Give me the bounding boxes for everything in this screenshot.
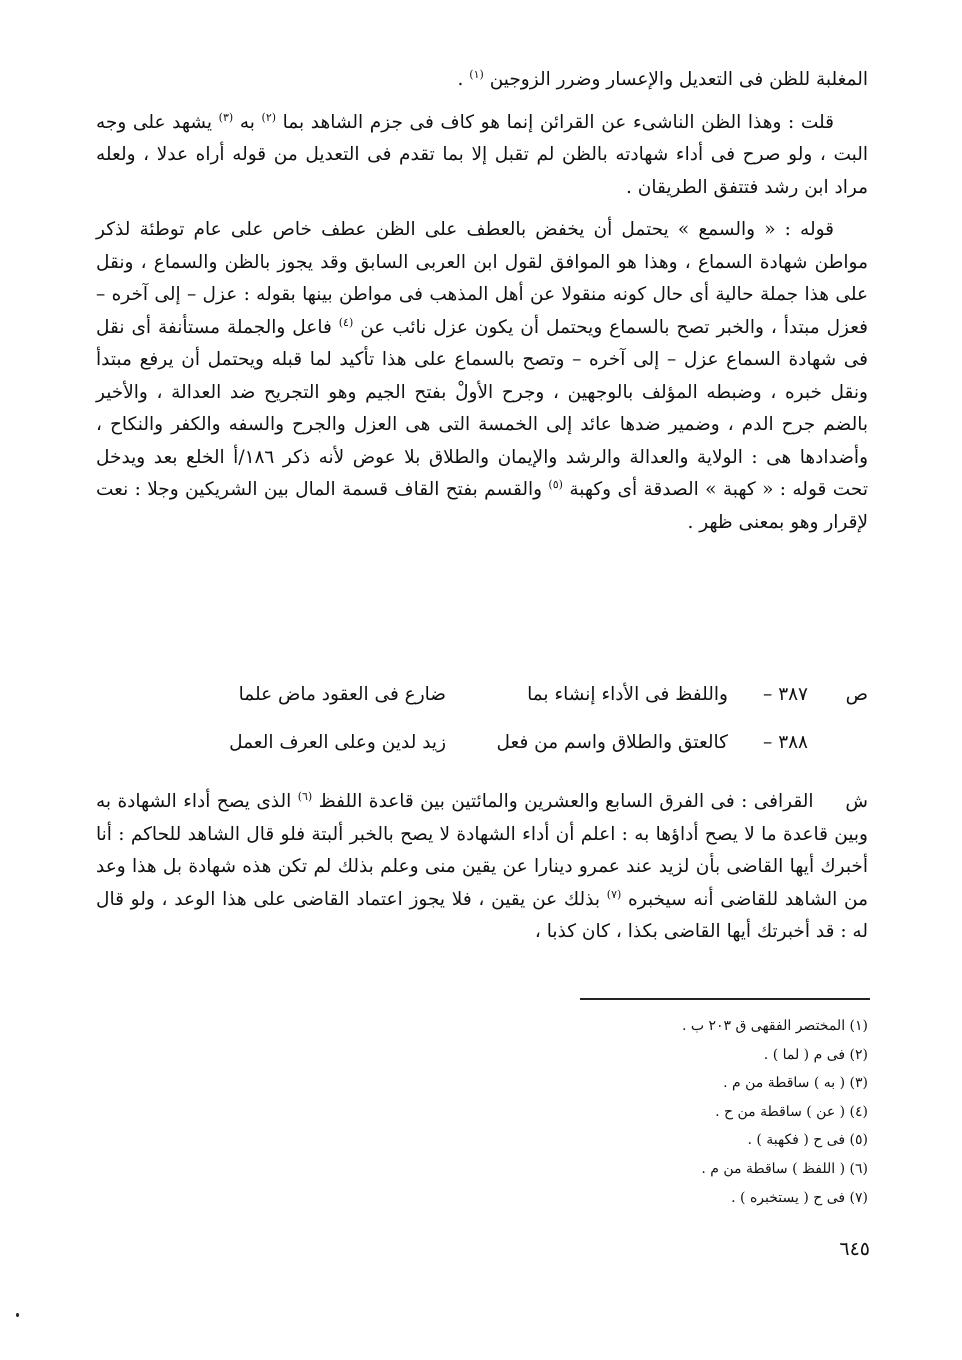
footnote-ref-1: (١)	[469, 67, 484, 81]
verse-first-hemistich: واللفظ فى الأداء إنشاء بما	[527, 684, 728, 705]
verse-second-hemistich: زيد لدين وعلى العرف العمل	[229, 732, 446, 753]
commentary-text-b: الذى يصح أداء الشهادة به وبين قاعدة ما لا يصح أداؤها به : اعلم أن أداء الشهادة لا يصح بالخبر ألبتة فلو قال الشاهد للحاكم : أنا أخبرك أيها القاضى بأن لزيد عند عمرو دينارا عن يقين منى وعلم بذلك لم تكن هذه شهادة بل هذا وعد من الشاهد للقاضى أنه سيخبره	[96, 791, 869, 910]
footnote-4: (٤) ( عن ) ساقطة من ح .	[715, 1103, 868, 1120]
page-number: ٦٤٥	[839, 1238, 870, 1260]
footnote-3: (٣) ( به ) ساقطة من م .	[723, 1075, 868, 1092]
scan-speck	[16, 1313, 19, 1317]
qultu-text-a: قلت : وهذا الظن الناشىء عن القرائن إنما هو كاف فى جزم الشاهد بما	[282, 111, 835, 133]
paragraph-opening	[96, 64, 868, 97]
footnotes	[500, 1012, 868, 1212]
verse-marker: ص	[845, 684, 868, 705]
footnote-separator	[580, 998, 870, 1000]
footnote-1: (١) المختصر الفقهى ق ٢٠٣ ب .	[681, 1018, 868, 1034]
verse-row-387	[150, 680, 868, 728]
footnote-ref-4: (٤)	[338, 315, 354, 329]
paragraph-qawluhu	[96, 214, 868, 539]
footnote-5: (٥) فى ح ( فكهبة ) .	[747, 1132, 868, 1149]
main-text-top	[96, 64, 868, 539]
verse-number: ٣٨٨ –	[763, 732, 808, 753]
footnote-6: (٦) ( اللفظ ) ساقطة من م .	[701, 1160, 868, 1177]
verse-block	[150, 680, 868, 776]
verse-first-hemistich: كالعتق والطلاق واسم من فعل	[496, 732, 728, 753]
qawluhu-text-c: والقسم بفتح القاف قسمة المال بين الشريكين وجلا : نعت لإقرار وهو بمعنى ظهر .	[96, 479, 868, 533]
qawluhu-text-b: فاعل والجملة مستأنفة أى نقل فى شهادة السماع عزل – إلى آخره – وتصح بالسماع على هذا تأكيد لما قبله ويحتمل أن يرفع مبتدأ ونقل خبره ، وضبطه المؤلف بالوجهين ، وجرح الأولْ بفتح الجيم وهو التجريح ضد العدالة ، والأخير بالضم جرح الدم ، وضمير ضدها عائد إلى الخمسة التى هى العزل والجرح والسفه والكفر والنكاح ، وأضدادها هى : الولاية والعدالة والرشد والإيمان والطلاق بلا عوض لأنه ذكر ١٨٦/أ الخلع بعد ويدخل تحت قوله : « كهبة » الصدقة أى وكهبة	[96, 316, 869, 500]
opening-line-end: .	[457, 69, 470, 90]
commentary-marker: ش	[845, 791, 868, 812]
commentary-block	[96, 786, 868, 949]
footnote-ref-7: (٧)	[606, 887, 622, 901]
footnote-2: (٢) فى م ( لما ) .	[763, 1046, 868, 1063]
verse-second-hemistich: ضارع فى العقود ماض علما	[238, 684, 446, 705]
footnote-7: (٧) فى ح ( يستخبره ) .	[731, 1189, 868, 1206]
paragraph-commentary	[96, 786, 868, 949]
qultu-text-b: به	[239, 111, 262, 133]
commentary-text-a: القرافى : فى الفرق السابع والعشرين والمائتين بين قاعدة اللفظ	[318, 791, 814, 812]
commentary-text-c: بذلك عن يقين ، فلا يجوز اعتماد القاضى على هذا الوعد ، ولو قال له : قد أخبرتك أيها القاضى بكذا ، كان كذبا ،	[96, 888, 868, 942]
verse-number: ٣٨٧ –	[763, 684, 808, 705]
paragraph-qultu	[96, 107, 868, 205]
qawluhu-text-a: قوله : « والسمع » يحتمل أن يخفض بالعطف على الظن عطف خاص على عام توطئة لذكر مواطن شهادة السماع ، وهذا هو الموافق لقول ابن العربى السابق وقد يجوز بالظن والسماع ، ونقل على هذا جملة حالية أى حال كونه منقولا عن أهل المذهب فى مواطن بينها بقوله : عزل – إلى آخره – فعزل مبتدأ ، والخبر تصح بالسماع ويحتمل أن يكون عزل نائب عن	[96, 219, 868, 338]
footnote-ref-6: (٦)	[297, 789, 313, 803]
opening-line: المغلبة للظن فى التعديل والإعسار وضرر الزوجين	[489, 69, 868, 90]
verse-row-388	[150, 728, 868, 776]
footnote-ref-2: (٢)	[261, 110, 277, 124]
footnote-ref-5: (٥)	[548, 477, 563, 491]
qultu-text-c: يشهد على وجه البت ، ولو صرح فى أداء شهادته بالظن لم تقبل إلا بما تقدم فى التعديل من قوله أراه عدلا ، ولعله مراد ابن رشد فتتفق الطريقان .	[96, 111, 868, 198]
footnote-ref-3: (٣)	[218, 110, 234, 124]
